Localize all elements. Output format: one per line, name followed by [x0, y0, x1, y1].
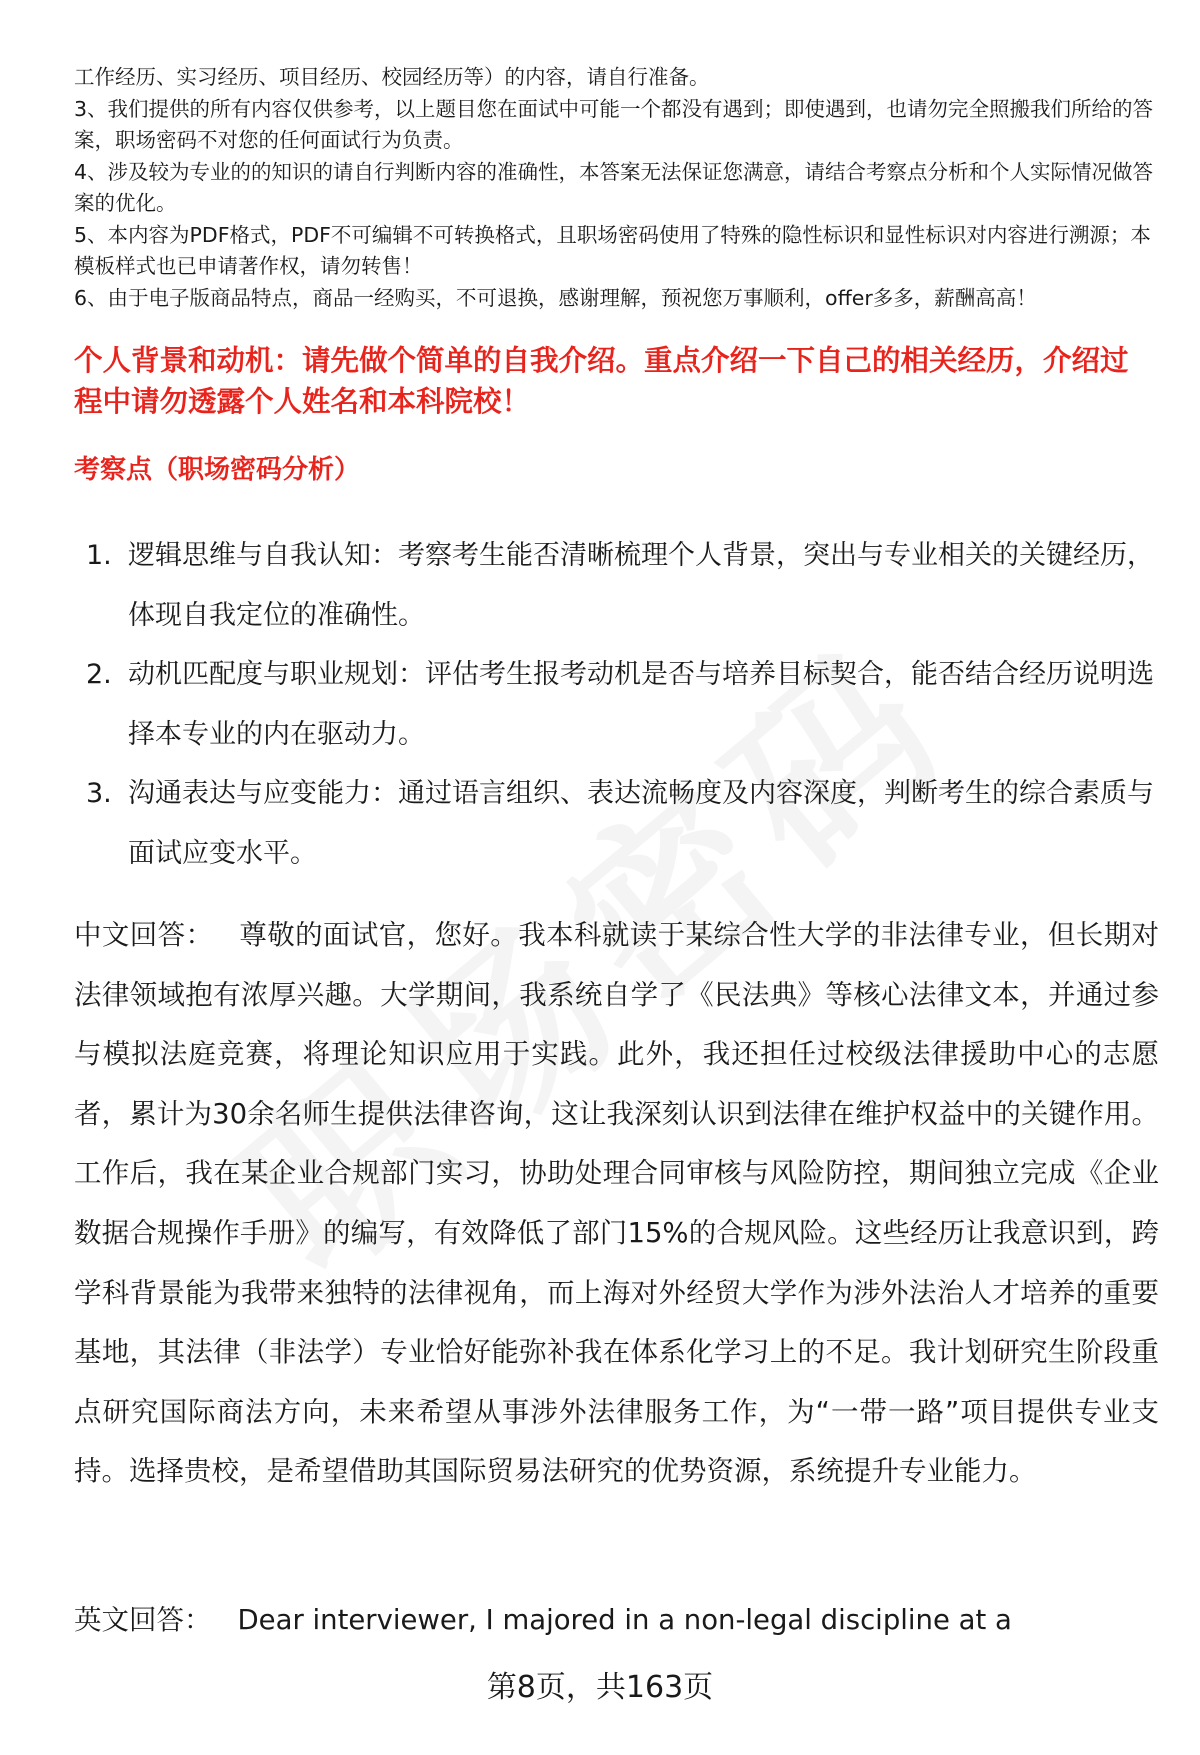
notice-item: 4、涉及较为专业的的知识的请自行判断内容的准确性，本答案无法保证您满意，请结合考察点分析和个人实际情况做答案的优化。 [74, 159, 1154, 215]
analysis-heading: 考察点（职场密码分析） [74, 455, 361, 485]
analysis-points [78, 526, 1158, 883]
notice-item: 6、由于电子版商品特点，商品一经购买，不可退换，感谢理解，预祝您万事顺利，offer多多，薪酬高高！ [74, 285, 1037, 310]
question-title: 个人背景和动机：请先做个简单的自我介绍。重点介绍一下自己的相关经历，介绍过程中请勿透露个人姓名和本科院校！ [74, 344, 1129, 418]
point-text: 逻辑思维与自我认知：考察考生能否清晰梳理个人背景，突出与专业相关的关键经历，体现自我定位的准确性。 [128, 540, 1154, 631]
notice-item: 3、我们提供的所有内容仅供参考，以上题目您在面试中可能一个都没有遇到；即使遇到，也请勿完全照搬我们所给的答案，职场密码不对您的任何面试行为负责。 [74, 96, 1154, 152]
chinese-answer-text: 尊敬的面试官，您好。我本科就读于某综合性大学的非法律专业，但长期对法律领域抱有浓厚兴趣。大学期间，我系统自学了《民法典》等核心法律文本，并通过参与模拟法庭竞赛，将理论知识应用于实践。此外，我还担任过校级法律援助中心的志愿者，累计为30余名师生提供法律咨询，这让我深刻认识到法律在维护权益中的关键作用。工作后，我在某企业合规部门实习，协助处理合同审核与风险防控，期间独立完成《企业数据合规操作手册》的编写，有效降低了部门15%的合规风险。这些经历让我意识到，跨学科背景能为我带来独特的法律视角，而上海对外经贸大学作为涉外法治人才培养的重要基地，其法律（非法学）专业恰好能弥补我在体系化学习上的不足。我计划研究生阶段重点研究国际商法方向，未来希望从事涉外法律服务工作，为“一带一路”项目提供专业支持。选择贵校，是希望借助其国际贸易法研究的优势资源，系统提升专业能力。 [74, 919, 1160, 1488]
notice-list [74, 62, 1159, 314]
page-number: 第8页，共163页 [486, 1670, 714, 1705]
notice-item: 工作经历、实习经历、项目经历、校园经历等）的内容，请自行准备。 [74, 65, 710, 89]
analysis-point [78, 645, 1158, 764]
analysis-point [78, 764, 1158, 883]
analysis-point [78, 526, 1158, 645]
chinese-answer-label: 中文回答： [74, 919, 214, 951]
english-answer-text: Dear interviewer, I majored in a non-legal discipline at a [237, 1604, 1012, 1636]
point-number: 1. [86, 540, 112, 571]
point-text: 沟通表达与应变能力：通过语言组织、表达流畅度及内容深度，判断考生的综合素质与面试应变水平。 [128, 778, 1154, 869]
english-answer-label: 英文回答： [74, 1604, 212, 1636]
point-number: 3. [86, 778, 112, 809]
notice-item: 5、本内容为PDF格式，PDF不可编辑不可转换格式，且职场密码使用了特殊的隐性标识和显性标识对内容进行溯源；本模板样式也已申请著作权，请勿转售！ [74, 222, 1151, 278]
english-answer [74, 1598, 1159, 1642]
point-number: 2. [86, 659, 112, 690]
chinese-answer [74, 906, 1159, 1502]
point-text: 动机匹配度与职业规划：评估考生报考动机是否与培养目标契合，能否结合经历说明选择本专业的内在驱动力。 [128, 659, 1154, 750]
